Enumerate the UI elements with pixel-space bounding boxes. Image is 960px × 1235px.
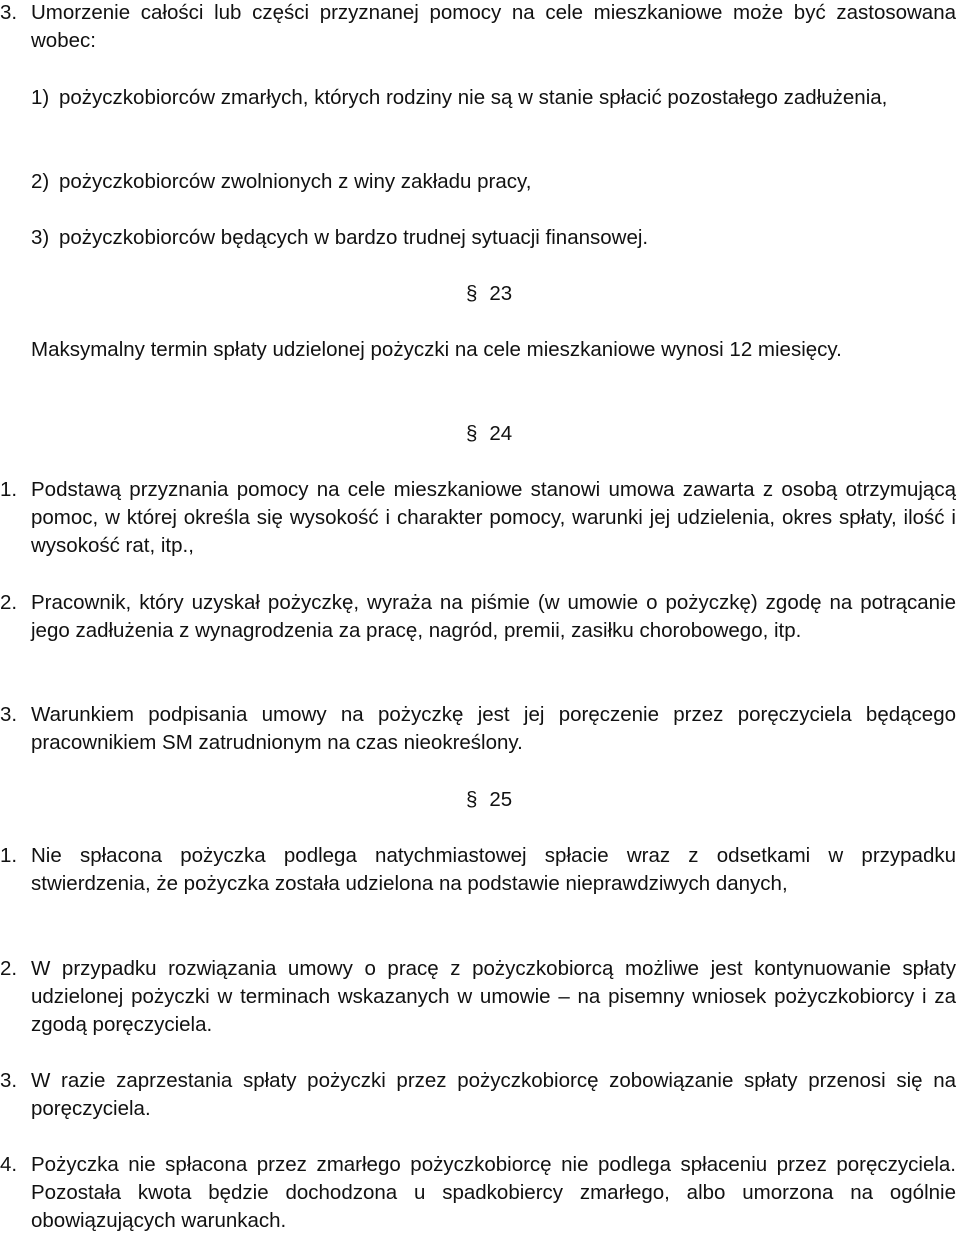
section-24-item-2-number: 2.	[0, 591, 18, 614]
section-25-item-3	[0, 1067, 956, 1123]
intro-subitem-3-text: pożyczkobiorców będących w bardzo trudnej sytuacji finansowej.	[59, 226, 649, 249]
section-24-item-2-text: Pracownik, który uzyskał pożyczkę, wyraża na piśmie (w umowie o pożyczkę) zgodę na potrącanie jego zadłużenia z wynagrodzenia za pracę, nagród, premii, zasiłku chorobowego, itp.	[31, 591, 956, 642]
section-25-number: 25	[489, 788, 513, 811]
section-24-item-1-number: 1.	[0, 478, 18, 501]
section-25-item-3-text: W razie zaprzestania spłaty pożyczki przez pożyczkobiorcę zobowiązanie spłaty przenosi się na poręczyciela.	[31, 1069, 956, 1120]
section-23-number: 23	[489, 282, 513, 305]
section-25-item-2-number: 2.	[0, 957, 18, 980]
section-25-item-4-number: 4.	[0, 1153, 18, 1176]
intro-subitem-2	[31, 168, 956, 196]
section-25-heading	[466, 786, 546, 814]
section-23-text: Maksymalny termin spłaty udzielonej pożyczki na cele mieszkaniowe wynosi 12 miesięcy.	[31, 338, 842, 361]
intro-point-text: Umorzenie całości lub części przyznanej pomocy na cele mieszkaniowe może być zastosowana wobec:	[31, 1, 956, 52]
section-25-item-1	[0, 842, 956, 898]
section-25-item-2	[0, 955, 956, 1039]
intro-subitem-3-number: 3)	[31, 226, 50, 249]
intro-point-number: 3.	[0, 1, 18, 24]
intro-subitem-1-text: pożyczkobiorców zmarłych, których rodziny nie są w stanie spłacić pozostałego zadłużenia,	[59, 86, 888, 109]
intro-subitem-3	[31, 224, 956, 252]
intro-subitem-1	[31, 84, 956, 112]
section-25-item-4-text: Pożyczka nie spłacona przez zmarłego pożyczkobiorcę nie podlega spłaceniu przez poręczyciela. Pozostała kwota będzie dochodzona u spadkobiercy zmarłego, albo umorzona na ogólnie obowiązujących warunkach.	[31, 1153, 956, 1232]
section-24-item-1-text: Podstawą przyznania pomocy na cele mieszkaniowe stanowi umowa zawarta z osobą otrzymującą pomoc, w której określa się wysokość i charakter pomocy, warunki jej udzielenia, okres spłaty, ilość i wysokość rat, itp.,	[31, 478, 956, 557]
section-24-item-3-number: 3.	[0, 703, 18, 726]
section-25-item-2-text: W przypadku rozwiązania umowy o pracę z pożyczkobiorcą możliwe jest kontynuowanie spłaty udzielonej pożyczki w terminach wskazanych w umowie – na pisemny wniosek pożyczkobiorcy i za zgodą poręczyciela.	[31, 957, 956, 1036]
section-25-item-1-number: 1.	[0, 844, 18, 867]
section-24-number: 24	[489, 422, 513, 445]
intro-subitem-2-number: 2)	[31, 170, 50, 193]
section-25-item-1-text: Nie spłacona pożyczka podlega natychmiastowej spłacie wraz z odsetkami w przypadku stwierdzenia, że pożyczka została udzielona na podstawie nieprawdziwych danych,	[31, 844, 956, 895]
section-symbol: §	[466, 788, 478, 811]
section-24-item-3-text: Warunkiem podpisania umowy na pożyczkę jest jej poręczenie przez poręczyciela będącego pracownikiem SM zatrudnionym na czas nieokreślony.	[31, 703, 956, 754]
intro-subitem-1-number: 1)	[31, 86, 50, 109]
section-symbol: §	[466, 282, 478, 305]
intro-subitem-2-text: pożyczkobiorców zwolnionych z winy zakładu pracy,	[59, 170, 532, 193]
section-symbol: §	[466, 422, 478, 445]
section-25-item-3-number: 3.	[0, 1069, 18, 1092]
section-24-item-1	[0, 476, 956, 560]
section-25-item-4	[0, 1151, 956, 1235]
intro-point	[0, 0, 956, 55]
section-24-heading	[466, 420, 546, 448]
section-24-item-3	[0, 701, 956, 757]
section-24-item-2	[0, 589, 956, 645]
section-23-heading	[466, 280, 546, 308]
